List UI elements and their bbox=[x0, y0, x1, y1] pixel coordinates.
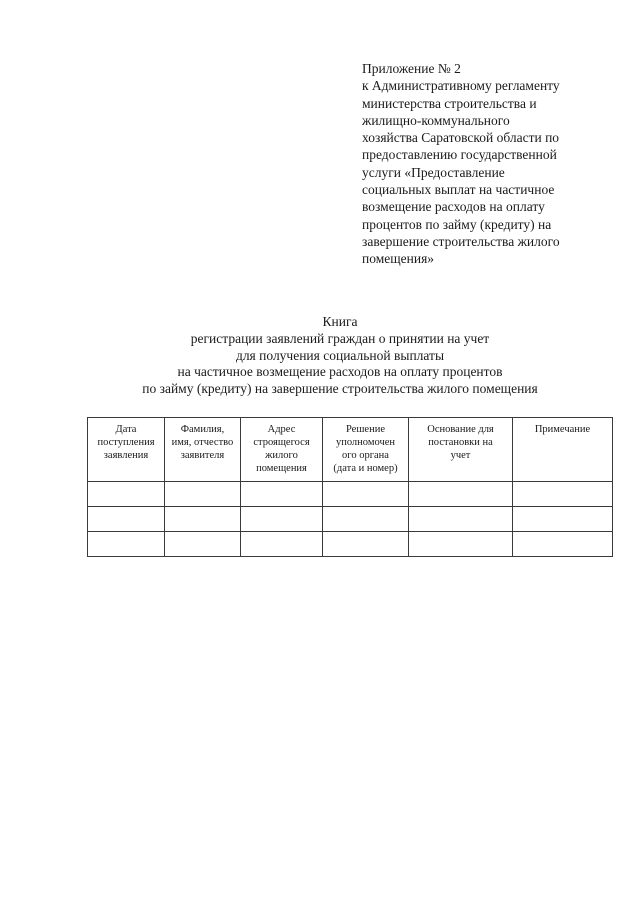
table-cell bbox=[88, 482, 165, 507]
appendix-line: хозяйства Саратовской области по bbox=[362, 130, 560, 146]
appendix-line: предоставлению государственной bbox=[362, 147, 557, 163]
header-registration-basis: Основание для постановки на учет bbox=[409, 418, 513, 482]
title-line: по займу (кредиту) на завершение строительства жилого помещения bbox=[142, 381, 538, 397]
table-cell bbox=[513, 507, 613, 532]
document-title bbox=[60, 314, 620, 398]
table-cell bbox=[513, 532, 613, 557]
appendix-line: завершение строительства жилого bbox=[362, 233, 560, 249]
header-date-received: Дата поступления заявления bbox=[88, 418, 165, 482]
table-row bbox=[88, 507, 613, 532]
appendix-note bbox=[362, 60, 612, 268]
table-cell bbox=[323, 482, 409, 507]
appendix-line: к Административному регламенту bbox=[362, 78, 560, 94]
table-cell bbox=[241, 507, 323, 532]
appendix-line: помещения» bbox=[362, 251, 435, 267]
table-cell bbox=[513, 482, 613, 507]
appendix-line: социальных выплат на частичное bbox=[362, 182, 555, 198]
header-address: Адрес строящегося жилого помещения bbox=[241, 418, 323, 482]
appendix-line: возмещение расходов на оплату bbox=[362, 199, 545, 215]
table-cell bbox=[323, 532, 409, 557]
table-cell bbox=[165, 532, 241, 557]
title-line: для получения социальной выплаты bbox=[235, 347, 445, 363]
appendix-line: Приложение № 2 bbox=[362, 61, 461, 76]
title-line: на частичное возмещение расходов на оплату процентов bbox=[177, 364, 503, 380]
table-row bbox=[88, 482, 613, 507]
table-cell bbox=[241, 482, 323, 507]
table-cell bbox=[165, 507, 241, 532]
header-decision: Решение уполномочен ого органа (дата и номер) bbox=[323, 418, 409, 482]
appendix-line: жилищно-коммунального bbox=[362, 112, 510, 128]
title-line: Книга bbox=[322, 314, 358, 329]
table-cell bbox=[241, 532, 323, 557]
appendix-line: процентов по займу (кредиту) на bbox=[362, 216, 552, 232]
table-cell bbox=[88, 532, 165, 557]
title-line: регистрации заявлений граждан о принятии на учет bbox=[190, 330, 490, 346]
table-header-row bbox=[88, 418, 613, 482]
table-cell bbox=[165, 482, 241, 507]
table-cell bbox=[409, 532, 513, 557]
table-cell bbox=[409, 507, 513, 532]
appendix-line: услуги «Предоставление bbox=[362, 164, 505, 180]
table-cell bbox=[323, 507, 409, 532]
table-cell bbox=[88, 507, 165, 532]
appendix-line: министерства строительства и bbox=[362, 95, 537, 111]
table-row bbox=[88, 532, 613, 557]
registration-table bbox=[87, 417, 613, 557]
header-applicant-name: Фамилия, имя, отчество заявителя bbox=[165, 418, 241, 482]
header-note: Примечание bbox=[513, 418, 613, 482]
table-cell bbox=[409, 482, 513, 507]
